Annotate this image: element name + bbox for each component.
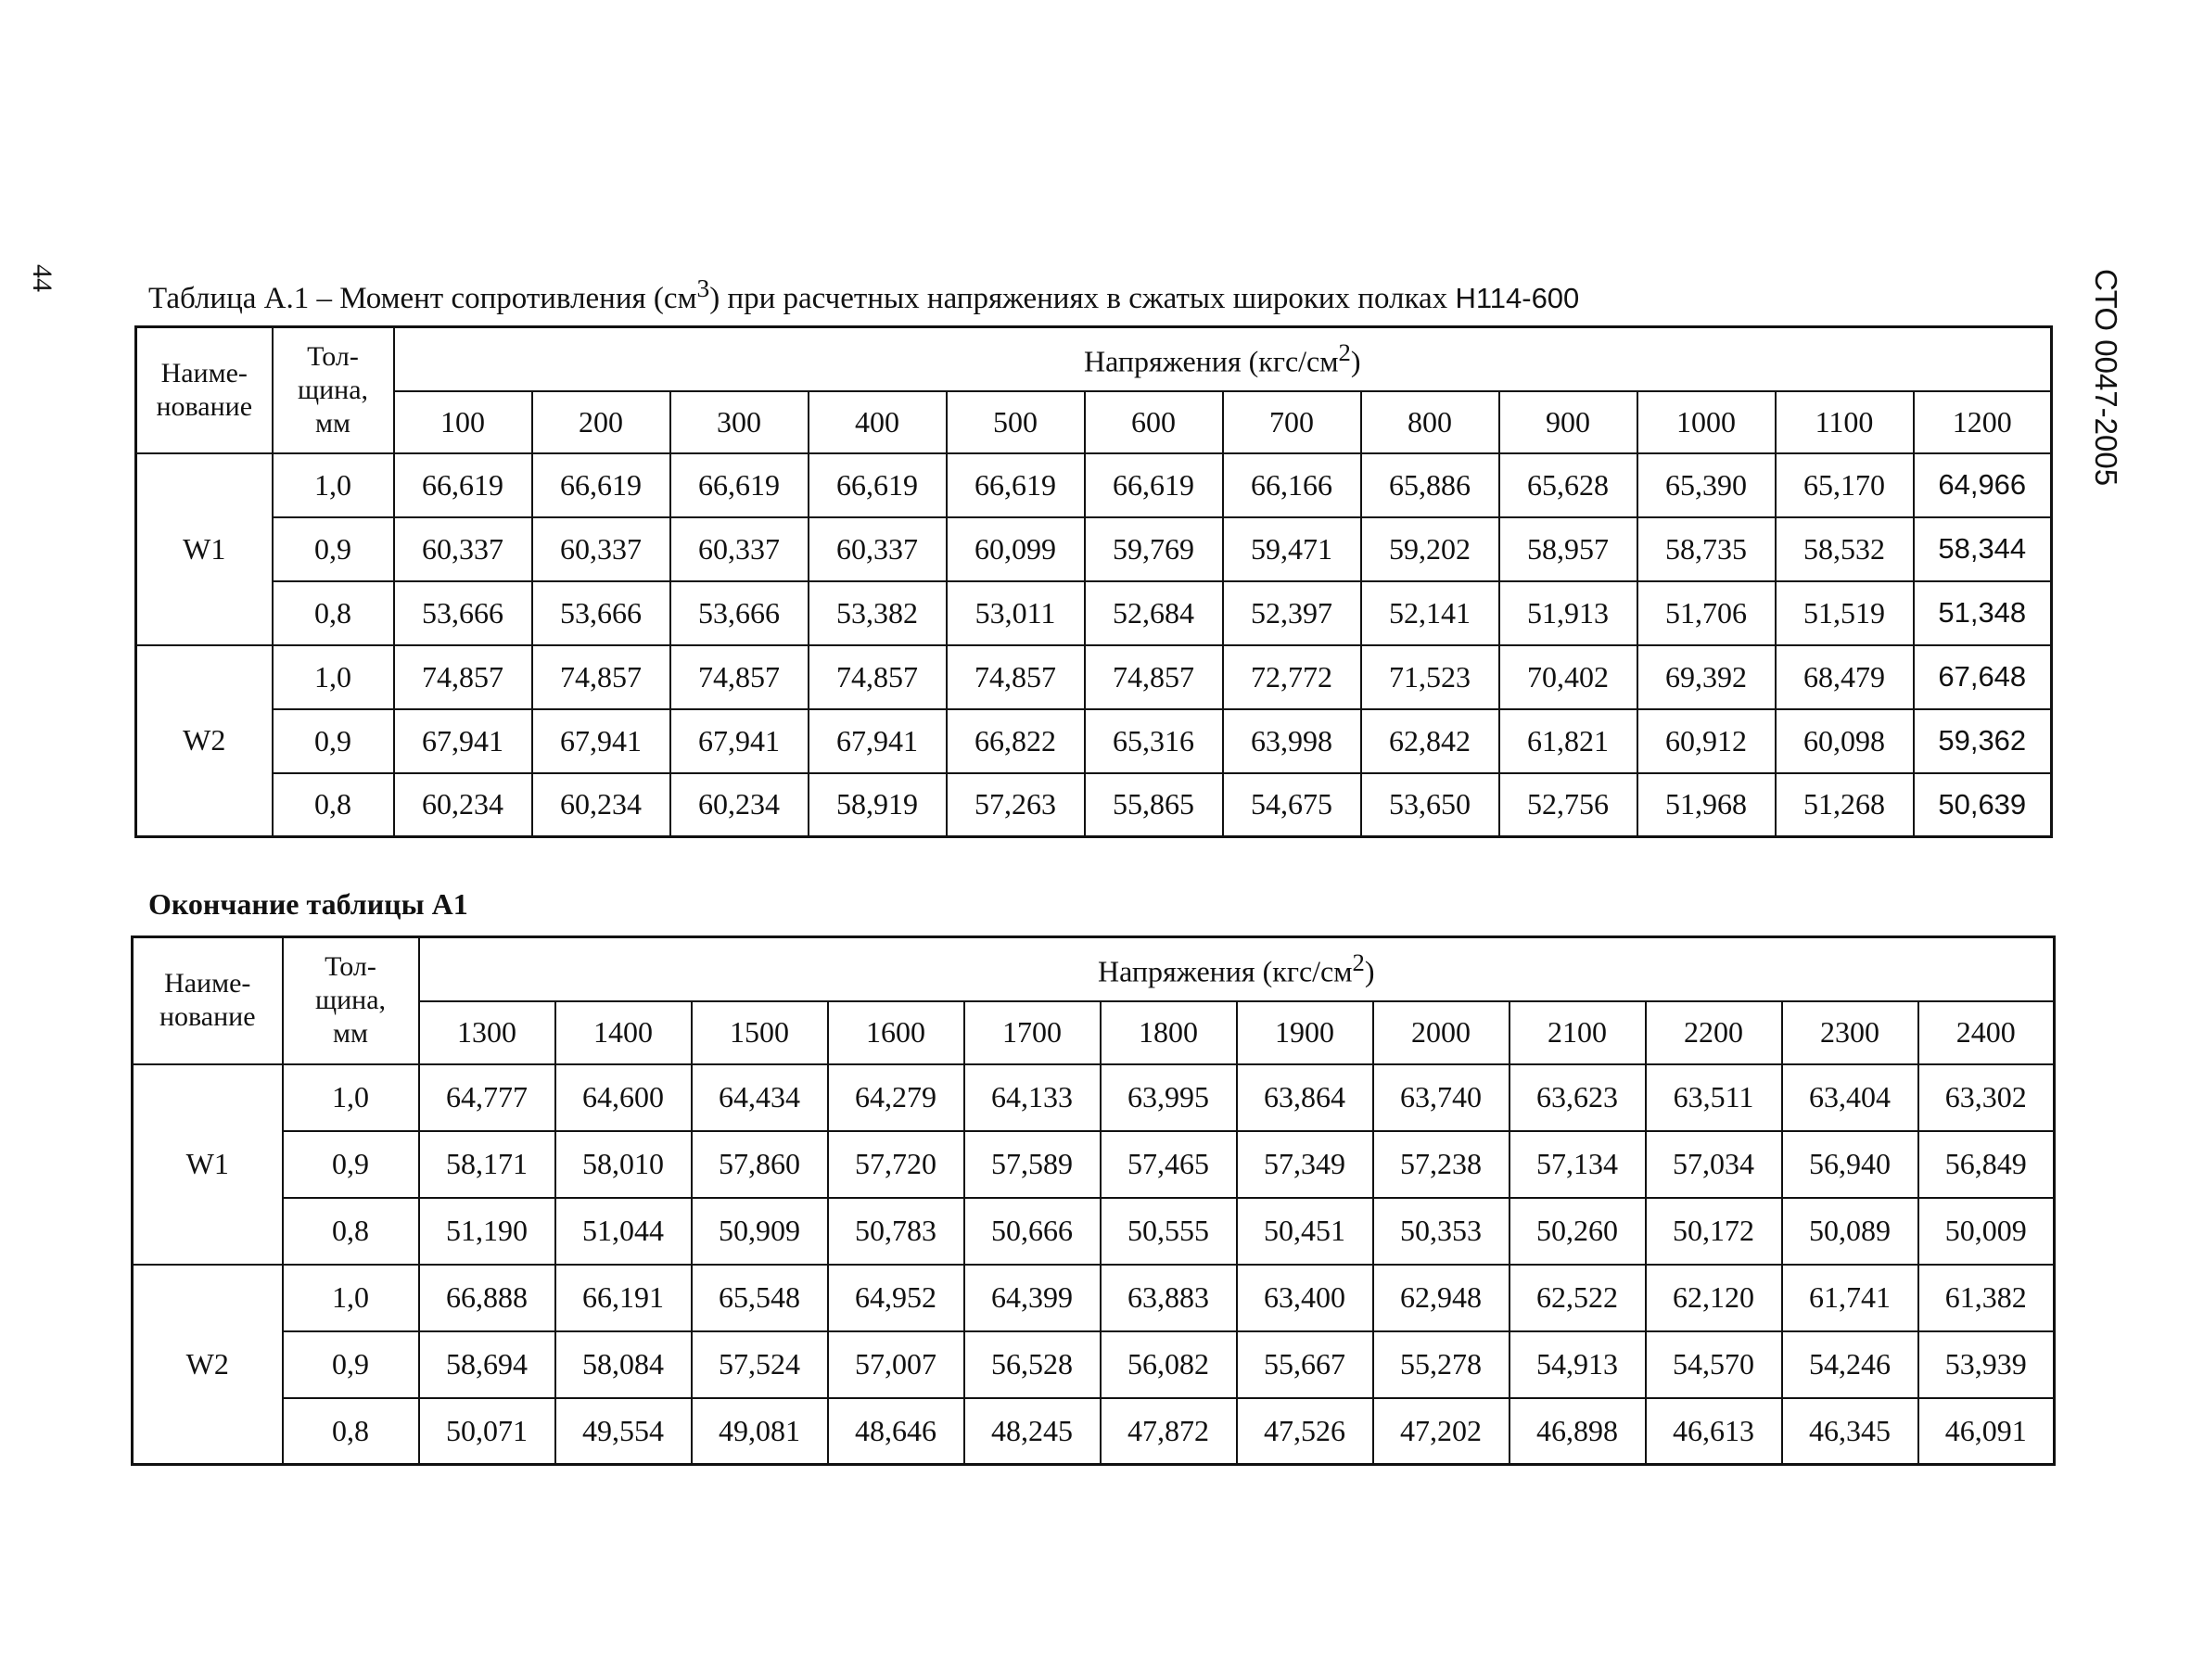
stress-column-header: 1800 [1101, 1001, 1237, 1064]
stress-column-header: 900 [1499, 391, 1637, 453]
value-cell: 66,619 [394, 453, 532, 517]
value-cell: 50,909 [692, 1198, 828, 1265]
header-row [133, 937, 2055, 1001]
value-cell: 47,202 [1373, 1398, 1509, 1465]
stress-group-header [419, 937, 2055, 1001]
table-row [136, 645, 2052, 709]
value-cell: 51,706 [1637, 581, 1776, 645]
value-cell: 62,842 [1361, 709, 1499, 773]
thickness-cell: 0,8 [283, 1198, 419, 1265]
stress-column-header: 700 [1223, 391, 1361, 453]
value-cell: 66,166 [1223, 453, 1361, 517]
stress-column-header: 2000 [1373, 1001, 1509, 1064]
value-cell: 74,857 [809, 645, 947, 709]
value-cell: 66,619 [809, 453, 947, 517]
stress-header-superscript: 2 [1352, 948, 1365, 977]
value-cell: 70,402 [1499, 645, 1637, 709]
value-cell: 46,613 [1646, 1398, 1782, 1465]
stress-values-row [133, 1001, 2055, 1064]
value-cell: 62,120 [1646, 1265, 1782, 1331]
value-cell: 58,532 [1776, 517, 1914, 581]
value-cell: 67,941 [394, 709, 532, 773]
value-cell: 57,720 [828, 1131, 964, 1198]
table-row [133, 1064, 2055, 1131]
table-row [136, 453, 2052, 517]
value-cell: 53,382 [809, 581, 947, 645]
stress-values-row [136, 391, 2052, 453]
value-cell: 65,170 [1776, 453, 1914, 517]
stress-column-header: 800 [1361, 391, 1499, 453]
value-cell: 50,089 [1782, 1198, 1918, 1265]
value-cell: 54,675 [1223, 773, 1361, 837]
value-cell: 60,912 [1637, 709, 1776, 773]
value-cell: 52,684 [1085, 581, 1223, 645]
thickness-header-line: мм [315, 407, 350, 439]
value-cell: 67,941 [809, 709, 947, 773]
value-cell: 47,872 [1101, 1398, 1237, 1465]
stress-column-header: 1200 [1914, 391, 2052, 453]
value-cell: 63,400 [1237, 1265, 1373, 1331]
header-row [136, 327, 2052, 391]
value-cell: 67,941 [670, 709, 809, 773]
value-cell: 59,471 [1223, 517, 1361, 581]
stress-header-text: ) [1350, 345, 1361, 379]
name-column-header [133, 937, 283, 1064]
value-cell: 60,234 [670, 773, 809, 837]
thickness-header-line: Тол- [325, 951, 376, 983]
name-header-line: нование [159, 1001, 256, 1033]
value-cell: 50,555 [1101, 1198, 1237, 1265]
value-cell: 54,913 [1509, 1331, 1646, 1398]
value-cell: 51,190 [419, 1198, 555, 1265]
page-number: 44 [27, 264, 57, 292]
name-column-header [136, 327, 273, 453]
value-cell: 58,171 [419, 1131, 555, 1198]
value-cell: 62,522 [1509, 1265, 1646, 1331]
section-modulus-table [134, 325, 2053, 838]
table-caption [148, 274, 1579, 316]
caption-superscript: 3 [696, 274, 710, 302]
stress-column-header: 1000 [1637, 391, 1776, 453]
value-cell: 67,648 [1914, 645, 2052, 709]
value-cell: 63,404 [1782, 1064, 1918, 1131]
value-cell: 58,084 [555, 1331, 692, 1398]
value-cell: 74,857 [394, 645, 532, 709]
value-cell: 63,302 [1918, 1064, 2055, 1131]
value-cell: 51,519 [1776, 581, 1914, 645]
stress-column-header: 1600 [828, 1001, 964, 1064]
stress-column-header: 1400 [555, 1001, 692, 1064]
value-cell: 59,769 [1085, 517, 1223, 581]
table-row [133, 1131, 2055, 1198]
table-row [133, 1398, 2055, 1465]
stress-column-header: 2200 [1646, 1001, 1782, 1064]
thickness-cell: 1,0 [283, 1064, 419, 1131]
stress-column-header: 200 [532, 391, 670, 453]
caption-profile-mark: Н114-600 [1455, 282, 1580, 314]
value-cell: 67,941 [532, 709, 670, 773]
value-cell: 58,919 [809, 773, 947, 837]
value-cell: 57,860 [692, 1131, 828, 1198]
value-cell: 55,278 [1373, 1331, 1509, 1398]
value-cell: 57,034 [1646, 1131, 1782, 1198]
value-cell: 66,822 [947, 709, 1085, 773]
value-cell: 71,523 [1361, 645, 1499, 709]
value-cell: 48,646 [828, 1398, 964, 1465]
stress-column-header: 600 [1085, 391, 1223, 453]
thickness-cell: 1,0 [283, 1265, 419, 1331]
value-cell: 63,998 [1223, 709, 1361, 773]
value-cell: 58,010 [555, 1131, 692, 1198]
value-cell: 55,667 [1237, 1331, 1373, 1398]
value-cell: 49,081 [692, 1398, 828, 1465]
table-row [133, 1265, 2055, 1331]
value-cell: 51,044 [555, 1198, 692, 1265]
stress-column-header: 100 [394, 391, 532, 453]
value-cell: 55,865 [1085, 773, 1223, 837]
thickness-cell: 0,9 [273, 517, 394, 581]
value-cell: 49,554 [555, 1398, 692, 1465]
stress-column-header: 500 [947, 391, 1085, 453]
value-cell: 64,399 [964, 1265, 1101, 1331]
value-cell: 59,362 [1914, 709, 2052, 773]
thickness-header-line: щина, [314, 985, 387, 1016]
value-cell: 59,202 [1361, 517, 1499, 581]
value-cell: 57,465 [1101, 1131, 1237, 1198]
value-cell: 54,246 [1782, 1331, 1918, 1398]
group-name-cell: W2 [136, 645, 273, 837]
stress-column-header: 2100 [1509, 1001, 1646, 1064]
value-cell: 57,349 [1237, 1131, 1373, 1198]
value-cell: 51,968 [1637, 773, 1776, 837]
table-row [133, 1331, 2055, 1398]
value-cell: 64,952 [828, 1265, 964, 1331]
value-cell: 60,098 [1776, 709, 1914, 773]
value-cell: 63,864 [1237, 1064, 1373, 1131]
thickness-cell: 1,0 [273, 645, 394, 709]
value-cell: 63,740 [1373, 1064, 1509, 1131]
table-row [136, 709, 2052, 773]
value-cell: 53,011 [947, 581, 1085, 645]
value-cell: 56,940 [1782, 1131, 1918, 1198]
stress-column-header: 1100 [1776, 391, 1914, 453]
value-cell: 60,337 [532, 517, 670, 581]
value-cell: 51,913 [1499, 581, 1637, 645]
stress-column-header: 2400 [1918, 1001, 2055, 1064]
group-name-cell: W1 [136, 453, 273, 645]
value-cell: 65,390 [1637, 453, 1776, 517]
stress-header-text: Напряжения (кгс/см [1098, 955, 1353, 989]
value-cell: 66,619 [532, 453, 670, 517]
value-cell: 54,570 [1646, 1331, 1782, 1398]
stress-column-header: 1900 [1237, 1001, 1373, 1064]
value-cell: 52,756 [1499, 773, 1637, 837]
value-cell: 50,783 [828, 1198, 964, 1265]
table-row [136, 517, 2052, 581]
value-cell: 57,238 [1373, 1131, 1509, 1198]
value-cell: 64,279 [828, 1064, 964, 1131]
value-cell: 63,511 [1646, 1064, 1782, 1131]
value-cell: 65,316 [1085, 709, 1223, 773]
value-cell: 60,337 [809, 517, 947, 581]
value-cell: 53,666 [394, 581, 532, 645]
value-cell: 60,099 [947, 517, 1085, 581]
value-cell: 64,966 [1914, 453, 2052, 517]
value-cell: 58,694 [419, 1331, 555, 1398]
value-cell: 60,337 [394, 517, 532, 581]
value-cell: 68,479 [1776, 645, 1914, 709]
value-cell: 57,524 [692, 1331, 828, 1398]
thickness-header-line: щина, [297, 374, 369, 405]
value-cell: 53,650 [1361, 773, 1499, 837]
value-cell: 46,345 [1782, 1398, 1918, 1465]
value-cell: 48,245 [964, 1398, 1101, 1465]
thickness-cell: 0,8 [273, 773, 394, 837]
value-cell: 64,600 [555, 1064, 692, 1131]
value-cell: 64,434 [692, 1064, 828, 1131]
stress-header-superscript: 2 [1338, 338, 1351, 367]
value-cell: 69,392 [1637, 645, 1776, 709]
value-cell: 60,234 [532, 773, 670, 837]
stress-column-header: 1700 [964, 1001, 1101, 1064]
stress-header-text: ) [1364, 955, 1375, 989]
caption-prefix: Таблица А.1 – Момент сопротивления (см [148, 282, 697, 315]
value-cell: 50,639 [1914, 773, 2052, 837]
name-header-line: Наиме- [164, 968, 251, 999]
value-cell: 61,382 [1918, 1265, 2055, 1331]
value-cell: 63,623 [1509, 1064, 1646, 1131]
value-cell: 63,883 [1101, 1265, 1237, 1331]
continuation-title: Окончание таблицы А1 [148, 887, 468, 921]
value-cell: 57,134 [1509, 1131, 1646, 1198]
value-cell: 50,353 [1373, 1198, 1509, 1265]
thickness-column-header [283, 937, 419, 1064]
value-cell: 63,995 [1101, 1064, 1237, 1131]
value-cell: 53,666 [532, 581, 670, 645]
value-cell: 56,082 [1101, 1331, 1237, 1398]
value-cell: 74,857 [532, 645, 670, 709]
value-cell: 50,260 [1509, 1198, 1646, 1265]
value-cell: 66,619 [670, 453, 809, 517]
value-cell: 51,348 [1914, 581, 2052, 645]
value-cell: 57,007 [828, 1331, 964, 1398]
table-row [136, 773, 2052, 837]
value-cell: 50,009 [1918, 1198, 2055, 1265]
stress-column-header: 2300 [1782, 1001, 1918, 1064]
value-cell: 72,772 [1223, 645, 1361, 709]
value-cell: 65,548 [692, 1265, 828, 1331]
value-cell: 58,957 [1499, 517, 1637, 581]
value-cell: 52,397 [1223, 581, 1361, 645]
stress-column-header: 300 [670, 391, 809, 453]
value-cell: 46,091 [1918, 1398, 2055, 1465]
stress-column-header: 1300 [419, 1001, 555, 1064]
section-modulus-table-continuation [131, 935, 2056, 1466]
caption-middle: ) при расчетных напряжениях в сжатых широких полках [709, 282, 1456, 315]
stress-group-header [394, 327, 2052, 391]
thickness-cell: 0,9 [283, 1131, 419, 1198]
value-cell: 50,451 [1237, 1198, 1373, 1265]
thickness-header-line: Тол- [307, 340, 359, 372]
value-cell: 66,191 [555, 1265, 692, 1331]
name-header-line: нование [156, 390, 253, 422]
thickness-cell: 0,8 [273, 581, 394, 645]
value-cell: 60,337 [670, 517, 809, 581]
value-cell: 61,741 [1782, 1265, 1918, 1331]
value-cell: 56,528 [964, 1331, 1101, 1398]
value-cell: 50,666 [964, 1198, 1101, 1265]
value-cell: 66,619 [947, 453, 1085, 517]
value-cell: 50,071 [419, 1398, 555, 1465]
value-cell: 57,263 [947, 773, 1085, 837]
thickness-column-header [273, 327, 394, 453]
value-cell: 58,344 [1914, 517, 2052, 581]
stress-column-header: 400 [809, 391, 947, 453]
value-cell: 51,268 [1776, 773, 1914, 837]
value-cell: 65,886 [1361, 453, 1499, 517]
group-name-cell: W2 [133, 1265, 283, 1465]
value-cell: 57,589 [964, 1131, 1101, 1198]
thickness-cell: 0,8 [283, 1398, 419, 1465]
table-row [136, 581, 2052, 645]
value-cell: 50,172 [1646, 1198, 1782, 1265]
value-cell: 52,141 [1361, 581, 1499, 645]
value-cell: 64,133 [964, 1064, 1101, 1131]
thickness-cell: 0,9 [283, 1331, 419, 1398]
value-cell: 56,849 [1918, 1131, 2055, 1198]
value-cell: 53,666 [670, 581, 809, 645]
value-cell: 53,939 [1918, 1331, 2055, 1398]
thickness-cell: 0,9 [273, 709, 394, 773]
value-cell: 62,948 [1373, 1265, 1509, 1331]
value-cell: 64,777 [419, 1064, 555, 1131]
value-cell: 66,619 [1085, 453, 1223, 517]
value-cell: 66,888 [419, 1265, 555, 1331]
stress-header-text: Напряжения (кгс/см [1084, 345, 1339, 379]
value-cell: 47,526 [1237, 1398, 1373, 1465]
thickness-header-line: мм [333, 1018, 368, 1050]
name-header-line: Наиме- [160, 357, 248, 388]
value-cell: 74,857 [1085, 645, 1223, 709]
group-name-cell: W1 [133, 1064, 283, 1265]
value-cell: 74,857 [947, 645, 1085, 709]
value-cell: 65,628 [1499, 453, 1637, 517]
value-cell: 46,898 [1509, 1398, 1646, 1465]
value-cell: 60,234 [394, 773, 532, 837]
value-cell: 58,735 [1637, 517, 1776, 581]
thickness-cell: 1,0 [273, 453, 394, 517]
stress-column-header: 1500 [692, 1001, 828, 1064]
value-cell: 61,821 [1499, 709, 1637, 773]
table-row [133, 1198, 2055, 1265]
value-cell: 74,857 [670, 645, 809, 709]
document-code: СТО 0047-2005 [2089, 269, 2123, 487]
